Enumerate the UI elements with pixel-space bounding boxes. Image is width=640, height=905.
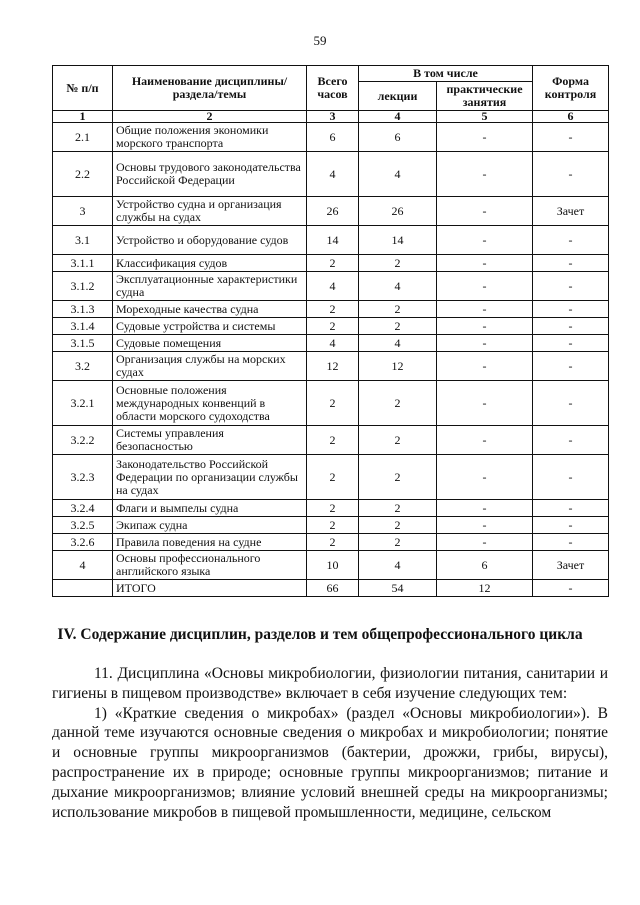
row-control: - [533,455,609,500]
row-control: - [533,272,609,301]
table-row [53,517,609,534]
row-practice: 6 [437,551,533,580]
row-control: Зачет [533,551,609,580]
row-control: - [533,500,609,517]
row-hours: 66 [307,580,359,597]
row-lectures: 26 [359,197,437,226]
table-row [53,352,609,381]
row-num: 3.2.2 [53,426,113,455]
row-hours: 4 [307,152,359,197]
row-practice: - [437,197,533,226]
row-num: 3.1.5 [53,335,113,352]
row-hours: 10 [307,551,359,580]
row-practice: - [437,455,533,500]
column-number: 1 [53,111,113,123]
row-hours: 4 [307,335,359,352]
row-practice: - [437,517,533,534]
column-number: 5 [437,111,533,123]
row-control: - [533,580,609,597]
table-row [53,551,609,580]
row-lectures: 2 [359,301,437,318]
row-control: - [533,517,609,534]
row-lectures: 4 [359,152,437,197]
paragraph: 1) «Краткие сведения о микробах» (раздел «Основы микробиологии»). В данной теме изучаются основные сведения о микробах и микробиологии; понятие и основные группы микроорганизмов (бактерии, дрожжи, грибы, вирусы), распространение их в природе; основные группы микроорганизмов; питание и дыхание микроорганизмов; влияние условий внешней среды на микроорганизмы; использование микробов в пищевой промышленности, медицине, сельском [52,704,608,821]
row-num: 3.2.5 [53,517,113,534]
row-num: 3.2.4 [53,500,113,517]
row-lectures: 2 [359,381,437,426]
row-name: Правила поведения на судне [113,534,307,551]
table-row [53,381,609,426]
table-row [53,426,609,455]
row-num: 3 [53,197,113,226]
header-num: № п/п [53,66,113,111]
row-practice: - [437,318,533,335]
row-lectures: 2 [359,255,437,272]
row-num: 3.1.1 [53,255,113,272]
row-hours: 4 [307,272,359,301]
table-row [53,152,609,197]
paragraph: 11. Дисциплина «Основы микробиологии, физиологии питания, санитарии и гигиены в пищевом производстве» включает в себя изучение следующих тем: [52,665,608,702]
table-row [53,318,609,335]
row-practice: - [437,123,533,152]
row-name: ИТОГО [113,580,307,597]
column-number-row [53,111,609,123]
row-practice: - [437,426,533,455]
column-number: 4 [359,111,437,123]
row-lectures: 4 [359,272,437,301]
header-name: Наименование дисциплины/раздела/темы [113,66,307,111]
row-control: Зачет [533,197,609,226]
row-num: 3.1.4 [53,318,113,335]
row-lectures: 2 [359,318,437,335]
table-row [53,272,609,301]
row-control: - [533,255,609,272]
row-num: 3.2.6 [53,534,113,551]
row-lectures: 2 [359,534,437,551]
page-number: 59 [313,33,327,48]
row-control: - [533,318,609,335]
row-hours: 6 [307,123,359,152]
row-practice: - [437,381,533,426]
row-practice: - [437,272,533,301]
row-control: - [533,335,609,352]
body-text [52,664,608,822]
row-name: Мореходные качества судна [113,301,307,318]
row-num: 3.1 [53,226,113,255]
row-practice: - [437,255,533,272]
table-row [53,580,609,597]
row-hours: 14 [307,226,359,255]
row-control: - [533,381,609,426]
row-hours: 2 [307,426,359,455]
row-lectures: 4 [359,335,437,352]
row-hours: 2 [307,301,359,318]
row-num: 3.2.1 [53,381,113,426]
row-num: 3.1.2 [53,272,113,301]
table-row [53,534,609,551]
table-row [53,335,609,352]
row-practice: - [437,500,533,517]
row-name: Основные положения международных конвенций в области морского судоходства [113,381,307,426]
row-num [53,580,113,597]
row-num: 4 [53,551,113,580]
row-name: Основы трудового законодательства Российской Федерации [113,152,307,197]
row-name: Общие положения экономики морского транспорта [113,123,307,152]
row-control: - [533,426,609,455]
table-row [53,255,609,272]
header-lectures: лекции [359,82,437,111]
row-practice: 12 [437,580,533,597]
row-practice: - [437,301,533,318]
row-hours: 26 [307,197,359,226]
row-control: - [533,301,609,318]
row-name: Флаги и вымпелы судна [113,500,307,517]
header-practice: практические занятия [437,82,533,111]
row-practice: - [437,335,533,352]
column-number: 6 [533,111,609,123]
row-hours: 2 [307,255,359,272]
row-name: Законодательство Российской Федерации по организации службы на судах [113,455,307,500]
row-hours: 2 [307,455,359,500]
row-hours: 2 [307,534,359,551]
row-control: - [533,226,609,255]
row-hours: 2 [307,517,359,534]
table-row [53,455,609,500]
row-num: 3.2.3 [53,455,113,500]
row-name: Экипаж судна [113,517,307,534]
row-name: Устройство и оборудование судов [113,226,307,255]
row-practice: - [437,226,533,255]
header-hours: Всего часов [307,66,359,111]
row-lectures: 2 [359,517,437,534]
row-control: - [533,352,609,381]
row-lectures: 6 [359,123,437,152]
row-lectures: 54 [359,580,437,597]
row-lectures: 2 [359,500,437,517]
row-hours: 2 [307,318,359,335]
table-row [53,301,609,318]
row-hours: 2 [307,500,359,517]
row-hours: 2 [307,381,359,426]
section-title: IV. Содержание дисциплин, разделов и тем общепрофессионального цикла [57,626,583,643]
row-lectures: 4 [359,551,437,580]
row-name: Судовые помещения [113,335,307,352]
row-name: Системы управления безопасностью [113,426,307,455]
row-num: 2.1 [53,123,113,152]
column-number: 3 [307,111,359,123]
table-row [53,197,609,226]
column-number: 2 [113,111,307,123]
row-practice: - [437,352,533,381]
row-practice: - [437,152,533,197]
row-lectures: 2 [359,426,437,455]
row-lectures: 14 [359,226,437,255]
row-name: Устройство судна и организация службы на судах [113,197,307,226]
row-practice: - [437,534,533,551]
row-name: Эксплуатационные характеристики судна [113,272,307,301]
row-control: - [533,152,609,197]
table-row [53,123,609,152]
row-num: 3.1.3 [53,301,113,318]
row-name: Классификация судов [113,255,307,272]
row-num: 2.2 [53,152,113,197]
row-name: Судовые устройства и системы [113,318,307,335]
row-control: - [533,534,609,551]
table-body [53,123,609,597]
row-control: - [533,123,609,152]
row-hours: 12 [307,352,359,381]
row-name: Основы профессионального английского языка [113,551,307,580]
row-name: Организация службы на морских судах [113,352,307,381]
row-lectures: 2 [359,455,437,500]
table-row [53,500,609,517]
header-control: Форма контроля [533,66,609,111]
row-lectures: 12 [359,352,437,381]
row-num: 3.2 [53,352,113,381]
table-row [53,226,609,255]
header-group: В том числе [359,66,533,82]
curriculum-table [52,65,609,597]
table-header-row [53,66,609,82]
